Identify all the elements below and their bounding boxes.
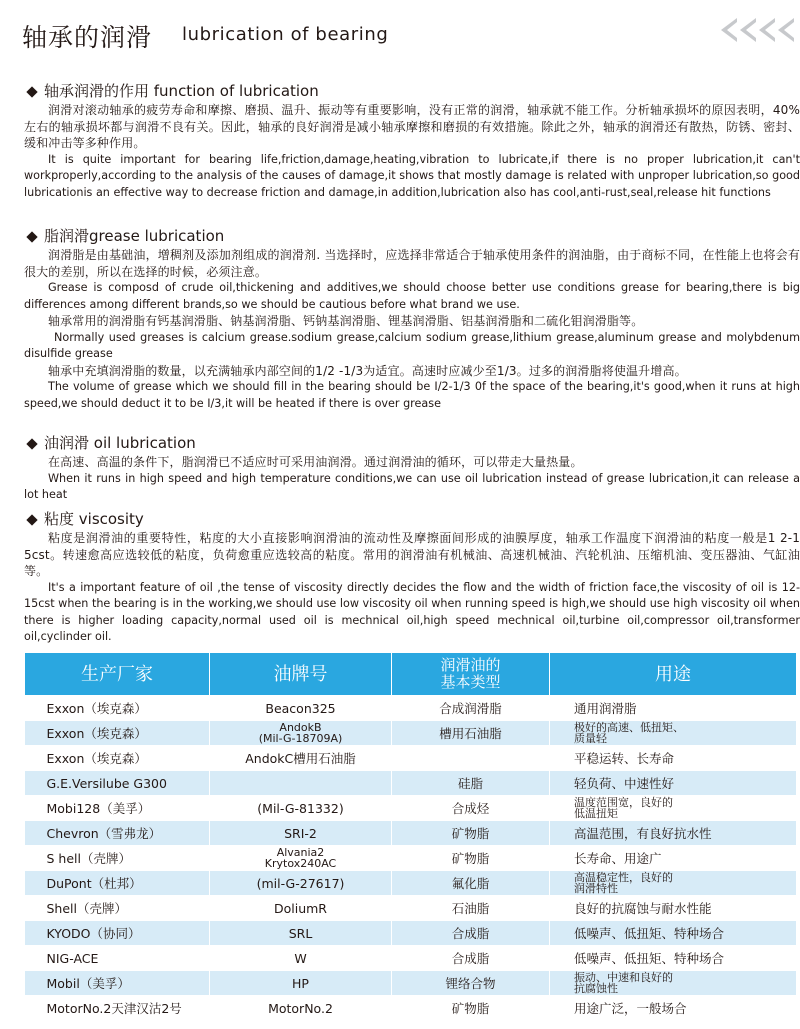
paragraph-en: It is quite important for bearing life,friction,damage,heating,vibration to lubricate,if there is no proper lubrication,it can't workproperly,according to the analysis of the causes of damage,it shows that mostly damage is related with unproper lubrication,so good lubricationis an effective way to decrease friction and damage,in addition,lubrication also has cool,anti-rust,seal,release hit functions — [24, 152, 800, 199]
table-body — [25, 696, 797, 1021]
paragraph-en: It's a important feature of oil ,the tense of viscosity directly decides the flow and the width of friction face,the viscosity of oil is 12-15cst when the bearing is in the working,we should use low viscosity oil when running speed is high,we should use high viscosity oil when there is higher loading capacity,normal used oil is mechnical oil,high speed mechnical oil,turbine oil,compressor oil,transformer oil,cyclinder oil. — [24, 580, 800, 643]
paragraph-cn: 在高速、高温的条件下，脂润滑已不适应时可采用油润滑。通过润滑油的循环，可以带走大量热量。 — [48, 455, 583, 469]
cell-manufacturer: Shell（壳牌） — [25, 896, 210, 921]
cell-manufacturer: Mobil（美孚） — [25, 971, 210, 996]
table-row — [25, 696, 797, 721]
paragraph-en: When it runs in high speed and high temperature conditions,we can use oil lubrication instead of grease lubrication,it can release a lot heat — [24, 471, 800, 501]
cell-oil-brand: Alvania2 Krytox240AC — [210, 846, 392, 871]
paragraph-en: Grease is composd of crude oil,thickening and additives,we should choose better use conditions grease for bearing,there is big differences among different brands,so we should be cautious before what brand we use. — [24, 281, 800, 311]
cell-oil-brand: AndokC槽用石油脂 — [210, 746, 392, 771]
chevron-left-icon — [721, 18, 737, 42]
cell-usage: 低噪声、低扭矩、特种场合 — [550, 921, 797, 946]
cell-usage: 用途广泛，一般场合 — [550, 996, 797, 1021]
section-viscosity — [24, 510, 800, 646]
cell-oil-brand: SRI-2 — [210, 821, 392, 846]
chevron-left-icon — [740, 18, 756, 42]
section-heading — [24, 82, 800, 101]
cell-base-type: 槽用石油脂 — [392, 721, 550, 746]
cell-oil-brand: SRL — [210, 921, 392, 946]
diamond-bullet-icon — [26, 438, 37, 449]
table-row — [25, 996, 797, 1021]
cell-manufacturer: G.E.Versilube G300 — [25, 771, 210, 796]
header-usage: 用途 — [550, 653, 797, 696]
section-oil — [24, 434, 800, 504]
cell-oil-brand: MotorNo.2 — [210, 996, 392, 1021]
header-oil-brand: 油牌号 — [210, 653, 392, 696]
cell-oil-brand — [210, 771, 392, 796]
section-title: 粘度 viscosity — [44, 510, 144, 528]
cell-usage: 良好的抗腐蚀与耐水性能 — [550, 896, 797, 921]
cell-base-type: 石油脂 — [392, 896, 550, 921]
table-header-row — [25, 653, 797, 696]
cell-oil-brand: HP — [210, 971, 392, 996]
cell-usage: 轻负荷、中速性好 — [550, 771, 797, 796]
cell-manufacturer: MotorNo.2天津汉沽2号 — [25, 996, 210, 1021]
cell-manufacturer: Chevron（雪弗龙） — [25, 821, 210, 846]
decorative-chevrons-icon — [718, 18, 794, 42]
cell-manufacturer: S hell（壳牌） — [25, 846, 210, 871]
header-manufacturer: 生产厂家 — [25, 653, 210, 696]
section-function — [24, 82, 800, 201]
cell-manufacturer: Exxon（埃克森） — [25, 696, 210, 721]
section-heading — [24, 434, 800, 453]
section-grease — [24, 227, 800, 412]
table-row — [25, 921, 797, 946]
table-row — [25, 896, 797, 921]
table-row — [25, 946, 797, 971]
cell-usage: 平稳运转、长寿命 — [550, 746, 797, 771]
table-row — [25, 746, 797, 771]
cell-usage: 振动、中速和良好的 抗腐蚀性 — [550, 971, 797, 996]
section-heading — [24, 510, 800, 529]
cell-manufacturer: KYODO（协同） — [25, 921, 210, 946]
paragraph-en: The volume of grease which we should fill in the bearing should be I/2-1/3 0f the space of the bearing,it's good,when it runs at high speed,we should deduct it to be I/3,it will be heated if there is over grease — [24, 380, 800, 410]
cell-base-type: 合成脂 — [392, 946, 550, 971]
cell-base-type: 矿物脂 — [392, 821, 550, 846]
cell-base-type: 合成润滑脂 — [392, 696, 550, 721]
header-base-type-line: 润滑油的 基本类型 — [440, 656, 501, 691]
cell-oil-brand: (mil-G-27617) — [210, 871, 392, 896]
cell-base-type: 矿物脂 — [392, 996, 550, 1021]
header-base-type — [392, 653, 550, 696]
cell-usage: 极好的高速、低扭矩、 质量轻 — [550, 721, 797, 746]
page-title-en: lubrication of bearing — [182, 24, 389, 45]
cell-oil-brand: W — [210, 946, 392, 971]
paragraph-cn: 润滑对滚动轴承的疲劳寿命和摩擦、磨损、温升、振动等有重要影响，没有正常的润滑，轴承就不能工作。分析轴承损坏的原因表明，40%左右的轴承损坏都与润滑不良有关。因此，轴承的良好润滑是减小轴承摩擦和磨损的有效措施。除此之外，轴承的润滑还有散热，防锈、密封、缓和冲击等多种作用。 — [24, 103, 800, 150]
diamond-bullet-icon — [26, 231, 37, 242]
paragraph-cn: 轴承中充填润滑脂的数量，以充满轴承内部空间的1/2 -1/3为适宜。高速时应减少至1/3。过多的润滑脂将使温升增高。 — [48, 363, 687, 378]
table-row — [25, 821, 797, 846]
page-header — [0, 0, 800, 62]
paragraph-en: Normally used greases is calcium grease.sodium grease,calcium sodium grease,lithium grease,aluminum grease and molybdenum disulfide grease — [24, 330, 800, 360]
cell-manufacturer: DuPont（杜邦） — [25, 871, 210, 896]
diamond-bullet-icon — [26, 514, 37, 525]
table-row — [25, 971, 797, 996]
cell-usage: 通用润滑脂 — [550, 696, 797, 721]
section-title: 脂润滑grease lubrication — [44, 227, 225, 245]
cell-base-type: 锂络合物 — [392, 971, 550, 996]
cell-usage: 高温范围，有良好抗水性 — [550, 821, 797, 846]
lubricant-table — [24, 652, 797, 1021]
cell-oil-brand: Beacon325 — [210, 696, 392, 721]
table-row — [25, 721, 797, 746]
table-row — [25, 771, 797, 796]
cell-oil-brand: DoliumR — [210, 896, 392, 921]
cell-manufacturer: NIG-ACE — [25, 946, 210, 971]
cell-base-type: 矿物脂 — [392, 846, 550, 871]
cell-manufacturer: Exxon（埃克森） — [25, 721, 210, 746]
cell-base-type: 硅脂 — [392, 771, 550, 796]
page-title-cn: 轴承的润滑 — [22, 23, 153, 52]
cell-usage: 温度范围宽，良好的 低温扭矩 — [550, 796, 797, 821]
table-row — [25, 846, 797, 871]
cell-oil-brand: AndokB (Mil-G-18709A) — [210, 721, 392, 746]
cell-base-type: 合成脂 — [392, 921, 550, 946]
paragraph-cn: 粘度是润滑油的重要特性，粘度的大小直接影响润滑油的流动性及摩擦面间形成的油膜厚度，轴承工作温度下润滑油的粘度一般是1 2-1 5cst。转速愈高应选较低的粘度，负荷愈重应选较高的粘度。常用的润滑油有机械油、高速机械油、汽轮机油、压缩机油、变压器油、气缸油等。 — [24, 531, 800, 578]
cell-base-type: 氟化脂 — [392, 871, 550, 896]
paragraph-cn: 轴承常用的润滑脂有钙基润滑脂、钠基润滑脂、钙钠基润滑脂、锂基润滑脂、铝基润滑脂和二硫化钼润滑脂等。 — [48, 314, 644, 328]
section-heading — [24, 227, 800, 246]
cell-usage: 长寿命、用途广 — [550, 846, 797, 871]
diamond-bullet-icon — [26, 86, 37, 97]
cell-oil-brand: (Mil-G-81332) — [210, 796, 392, 821]
table-row — [25, 796, 797, 821]
chevron-left-icon — [759, 18, 775, 42]
paragraph-cn: 润滑脂是由基础油，增稠剂及添加剂组成的润滑剂. 当选择时，应选择非常适合于轴承使用条件的润油脂，由于商标不同，在性能上也将会有很大的差别，所以在选择的时候，必须注意。 — [24, 248, 800, 279]
cell-manufacturer: Mobi128（美孚） — [25, 796, 210, 821]
cell-base-type: 合成烃 — [392, 796, 550, 821]
cell-usage: 高温稳定性，良好的 润滑特性 — [550, 871, 797, 896]
cell-manufacturer: Exxon（埃克森） — [25, 746, 210, 771]
chevron-left-icon — [778, 18, 794, 42]
section-title: 轴承润滑的作用 function of lubrication — [44, 82, 319, 100]
cell-usage: 低噪声、低扭矩、特种场合 — [550, 946, 797, 971]
cell-base-type — [392, 746, 550, 771]
table-row — [25, 871, 797, 896]
section-title: 油润滑 oil lubrication — [44, 434, 196, 452]
